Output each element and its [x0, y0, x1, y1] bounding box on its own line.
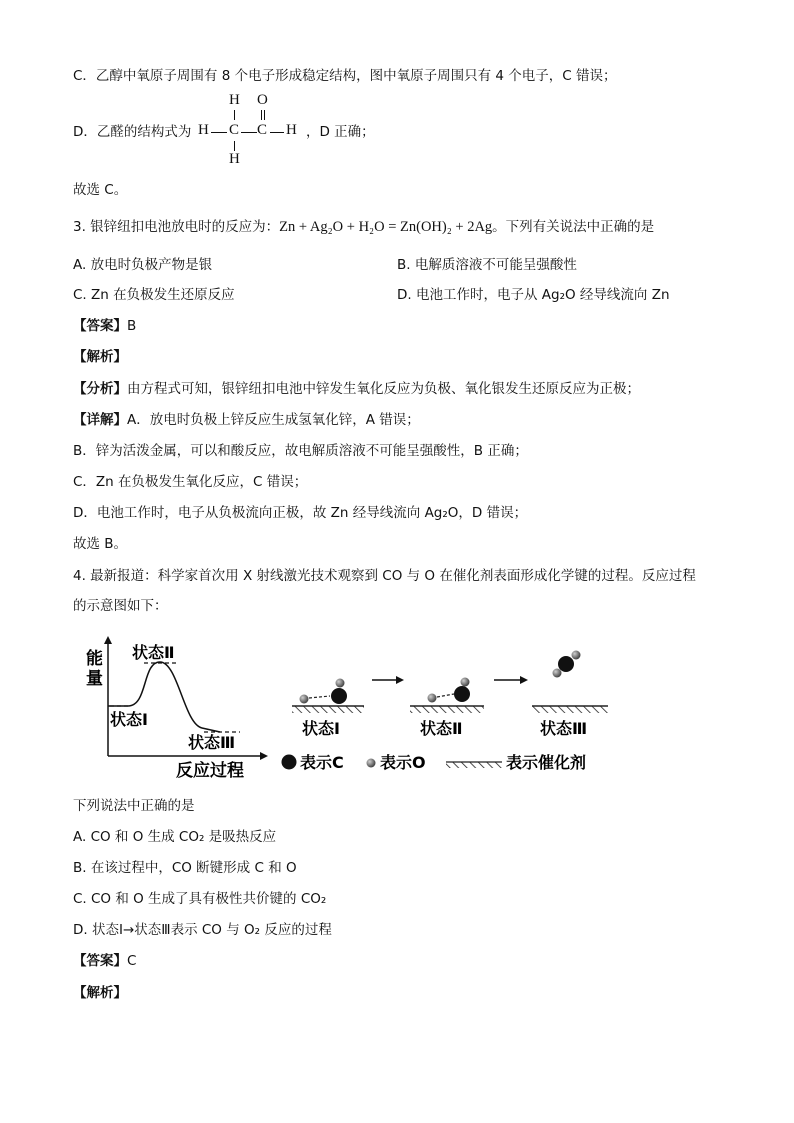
q3-option-b: B. 电解质溶液不可能呈强酸性 — [397, 257, 577, 273]
q4-analysis-label: 【解析】 — [73, 985, 127, 1001]
q4-answer-value: C — [127, 953, 137, 969]
atom-o-3a — [553, 669, 562, 678]
q3-xiangjie-c: C．Zn 在负极发生氧化反应，C 错误； — [73, 474, 308, 490]
legend-o-symbol — [367, 759, 376, 768]
atom-c-2 — [454, 686, 470, 702]
atom-o-free-2 — [428, 694, 437, 703]
q4-answer-label: 【答案】 — [73, 953, 127, 969]
bond-c-o-double-2 — [264, 110, 265, 120]
bond-c-o-double-1 — [261, 110, 262, 120]
q3-xiangjie-b: B．锌为活泼金属，可以和酸反应，故电解质溶液不可能呈强酸性，B 正确； — [73, 443, 528, 459]
y-axis-label-1: 能 — [86, 649, 103, 669]
q4-option-a: A. CO 和 O 生成 CO₂ 是吸热反应 — [73, 829, 277, 845]
q2-conclusion: 故选 C。 — [73, 182, 128, 198]
formula-h-bottom: H — [229, 151, 240, 167]
legend-catalyst-symbol — [446, 762, 502, 768]
q3-stem-suffix: 。下列有关说法中正确的是 — [492, 219, 655, 235]
q2-option-d-suffix: ，D 正确； — [306, 124, 375, 140]
formula-c1: C — [229, 122, 240, 138]
q3-stem-prefix: 3. 银锌纽扣电池放电时的反应为： — [73, 219, 280, 235]
atom-c-3 — [558, 656, 574, 672]
q3-xiangjie-d: D．电池工作时，电子从负极流向正极，故 Zn 经导线流向 Ag₂O，D 错误； — [73, 505, 528, 521]
catalyst-surface-3 — [532, 706, 608, 713]
atom-c-1 — [331, 688, 347, 704]
acetaldehyde-structural-formula — [196, 92, 306, 170]
q3-stem — [73, 218, 654, 236]
curve-label-state3: 状态Ⅲ — [188, 733, 236, 752]
q3-answer — [73, 317, 136, 335]
atom-o-bound-2 — [461, 678, 470, 687]
formula-h-right: H — [286, 122, 297, 138]
q3-answer-value: B — [127, 318, 137, 334]
q4-option-c: C. CO 和 O 生成了具有极性共价键的 CO₂ — [73, 891, 327, 907]
q3-conclusion: 故选 B。 — [73, 536, 128, 552]
q4-option-d: D. 状态Ⅰ→状态Ⅲ表示 CO 与 O₂ 反应的过程 — [73, 922, 332, 938]
q2-option-d-explanation — [73, 123, 191, 141]
q4-stem-line1: 4. 最新报道：科学家首次用 X 射线激光技术观察到 CO 与 O 在催化剂表面形成化学键的过程。反应过程 — [73, 568, 696, 584]
legend-c-symbol — [282, 755, 297, 770]
q3-xiangjie-a — [73, 411, 420, 429]
q3-equation: Zn + Ag₂O + H₂O = Zn(OH)₂ + 2Ag — [279, 219, 493, 235]
bond-c-c — [241, 132, 257, 133]
q3-option-a: A. 放电时负极产物是银 — [73, 257, 213, 273]
curve-label-state1: 状态Ⅰ — [110, 710, 148, 729]
x-axis-label: 反应过程 — [176, 761, 244, 781]
formula-o: O — [257, 92, 268, 108]
q4-prompt: 下列说法中正确的是 — [73, 798, 195, 814]
y-axis-label-2: 量 — [86, 669, 103, 689]
q3-xiangjie-label: 【详解】 — [73, 412, 127, 428]
legend-catalyst-label: 表示催化剂 — [506, 753, 587, 772]
legend-c-label: 表示C — [300, 753, 344, 772]
bond-c-h-top — [234, 110, 235, 120]
q4-option-b: B. 在该过程中，CO 断键形成 C 和 O — [73, 860, 297, 876]
catalyst-surface-2 — [410, 706, 484, 713]
atom-o-3b — [572, 651, 581, 660]
catalyst-surface-1 — [292, 706, 364, 713]
q3-answer-label: 【答案】 — [73, 318, 127, 334]
q2-option-c-explanation: C．乙醇中氧原子周围有 8 个电子形成稳定结构，图中氧原子周围只有 4 个电子，C 错误； — [73, 68, 617, 84]
q3-fenxi-text: 由方程式可知，银锌纽扣电池中锌发生氧化反应为负极、氧化银发生还原反应为正极； — [127, 381, 640, 397]
energy-axis-y-arrow — [104, 636, 112, 644]
legend-o-label: 表示O — [380, 753, 426, 772]
energy-axis-x-arrow — [260, 752, 268, 760]
curve-label-state2: 状态Ⅱ — [132, 643, 175, 662]
q4-answer — [73, 952, 136, 970]
q3-option-c: C. Zn 在负极发生还原反应 — [73, 287, 235, 303]
q3-fenxi-label: 【分析】 — [73, 381, 127, 397]
bond-h-c-left — [211, 132, 227, 133]
q2-option-d-prefix: D．乙醛的结构式为 — [73, 124, 192, 140]
state2-label: 状态Ⅱ — [420, 719, 463, 738]
q3-xiangjie-a-text: A．放电时负极上锌反应生成氢氧化锌，A 错误； — [127, 412, 420, 428]
q3-option-d: D. 电池工作时，电子从 Ag₂O 经导线流向 Zn — [397, 287, 670, 303]
formula-h-top: H — [229, 92, 240, 108]
reaction-process-figure — [80, 636, 610, 786]
formula-c2: C — [257, 122, 268, 138]
atom-o-bound-1 — [336, 679, 345, 688]
atom-o-free-1 — [300, 695, 309, 704]
formula-h-left: H — [198, 122, 209, 138]
bond-c-h-right — [270, 132, 284, 133]
state3-label: 状态Ⅲ — [540, 719, 588, 738]
q4-stem-line2: 的示意图如下： — [73, 598, 168, 614]
q3-fenxi — [73, 380, 640, 398]
bond-c-h-bottom — [234, 141, 235, 151]
state1-label: 状态Ⅰ — [302, 719, 340, 738]
q3-analysis-label: 【解析】 — [73, 349, 127, 365]
